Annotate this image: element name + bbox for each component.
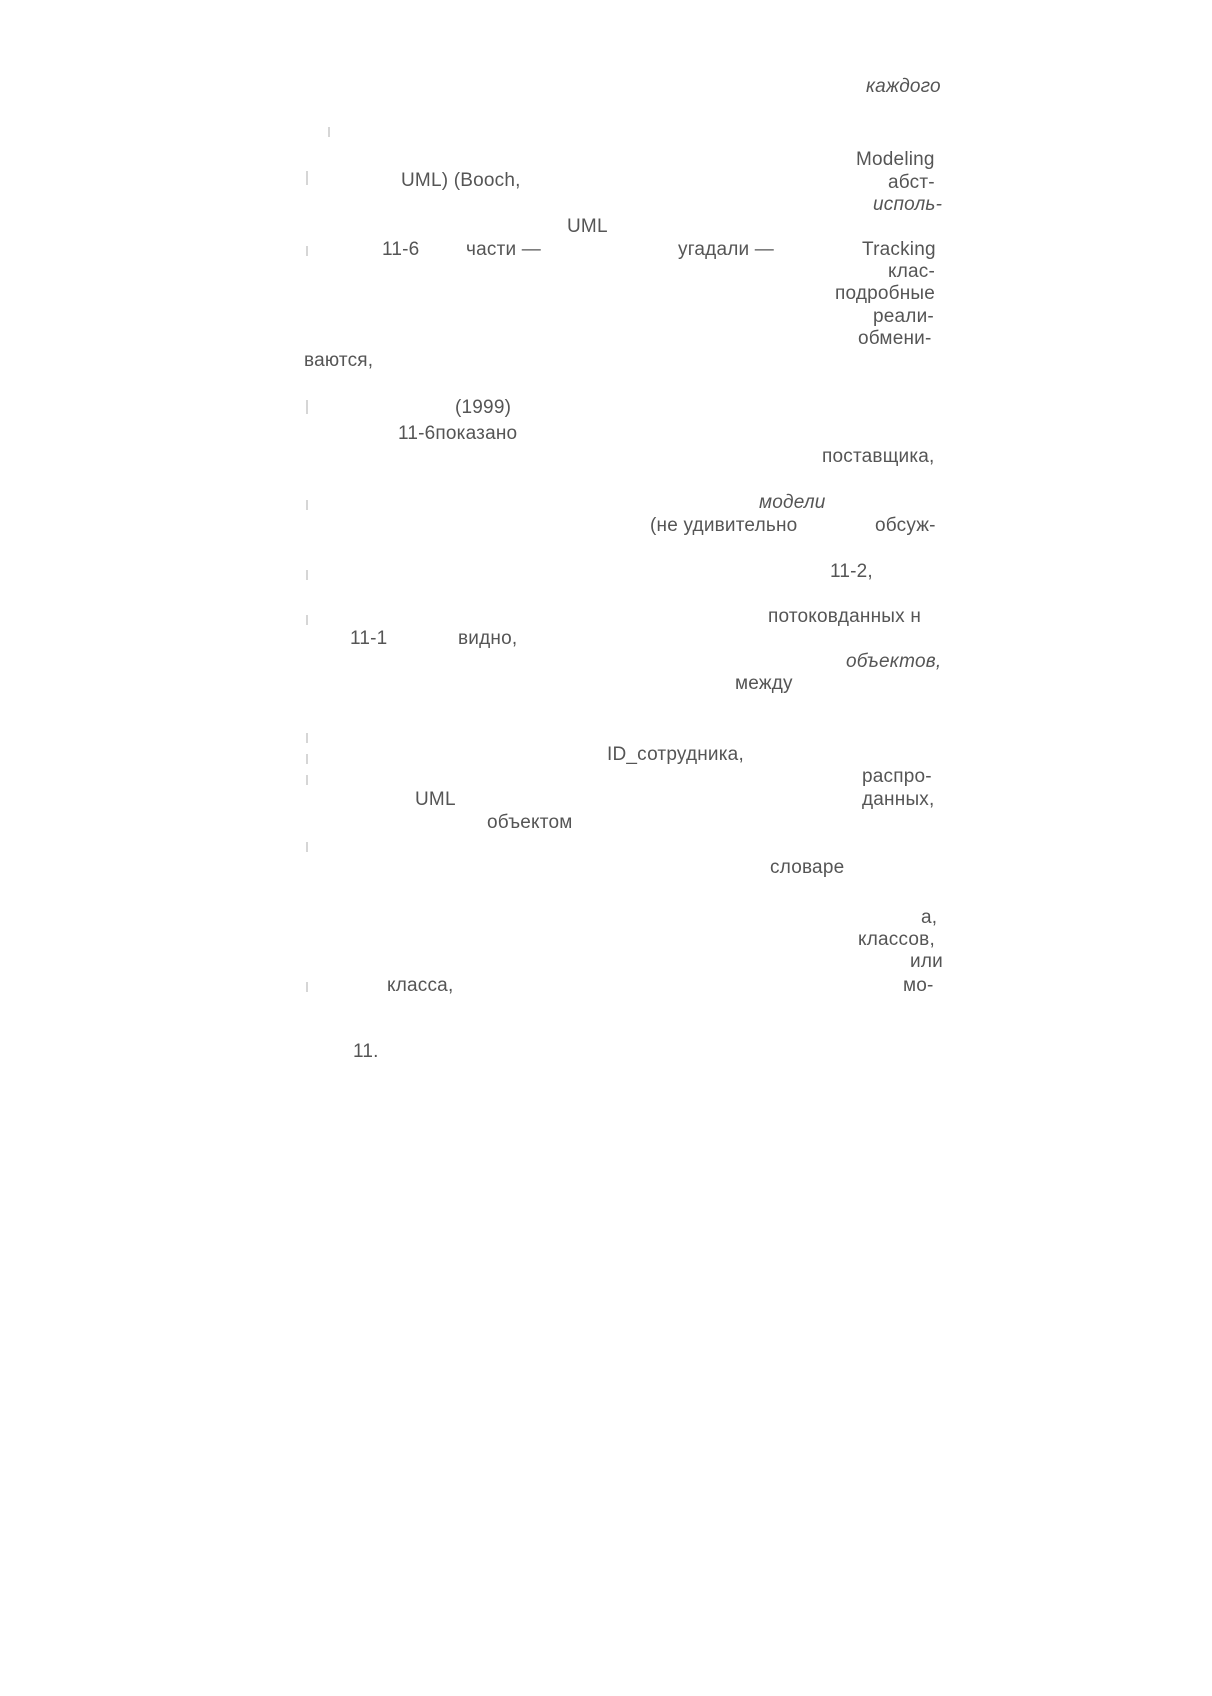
text-fragment: объектом (487, 812, 573, 833)
text-fragment: 11-1 (350, 628, 388, 649)
text-fragment: подробные (835, 283, 936, 304)
text-fragment: Modeling (856, 149, 935, 170)
text-fragment: Tracking (862, 239, 936, 260)
text-fragment: данных, (862, 789, 935, 810)
text-fragment: абст- (888, 172, 935, 193)
text-fragment: угадали — (678, 239, 775, 260)
scan-speck (306, 733, 308, 743)
text-fragment: реали- (873, 306, 934, 327)
page-number: 11. (353, 1041, 379, 1062)
text-fragment: или (910, 951, 943, 972)
text-fragment: клас- (888, 261, 936, 282)
text-fragment: a, (921, 907, 938, 928)
scan-speck (306, 400, 308, 414)
text-fragment: каждого (866, 76, 941, 97)
text-fragment: UML) (Booch, (401, 170, 521, 191)
text-fragment: (не удивительно (650, 515, 798, 536)
scan-speck (306, 754, 308, 764)
text-fragment: мо- (903, 975, 934, 996)
text-fragment: классов, (858, 929, 935, 950)
scan-speck (306, 982, 308, 992)
scan-speck (306, 842, 308, 852)
scan-speck (306, 615, 308, 625)
text-fragment: UML (415, 789, 456, 810)
scan-speck (306, 246, 308, 256)
text-fragment: ID_сотрудника, (607, 744, 744, 765)
text-fragment: UML (567, 216, 608, 237)
text-fragment: ваются, (304, 350, 374, 371)
text-fragment: видно, (458, 628, 518, 649)
text-fragment: (1999) (455, 397, 512, 418)
text-fragment: 11-6 (382, 239, 420, 260)
text-fragment: распро- (862, 766, 932, 787)
text-fragment: словаре (770, 857, 845, 878)
text-fragment: 11-6показано (398, 423, 518, 444)
text-fragment: объектов, (846, 651, 942, 672)
text-fragment: класса, (387, 975, 454, 996)
text-fragment: поставщика, (822, 446, 935, 467)
text-fragment: модели (759, 492, 826, 513)
text-fragment: части — (466, 239, 541, 260)
scan-speck (328, 127, 330, 137)
scan-speck (306, 171, 308, 185)
scan-speck (306, 500, 308, 510)
text-fragment: между (735, 673, 793, 694)
scan-speck (306, 775, 308, 785)
text-fragment: обмени- (858, 328, 932, 349)
scan-speck (306, 570, 308, 580)
text-fragment: исполь- (873, 194, 943, 215)
text-fragment: 11-2, (830, 561, 873, 582)
text-fragment: обсуж- (875, 515, 936, 536)
text-fragment: потоковданных н (768, 606, 922, 627)
